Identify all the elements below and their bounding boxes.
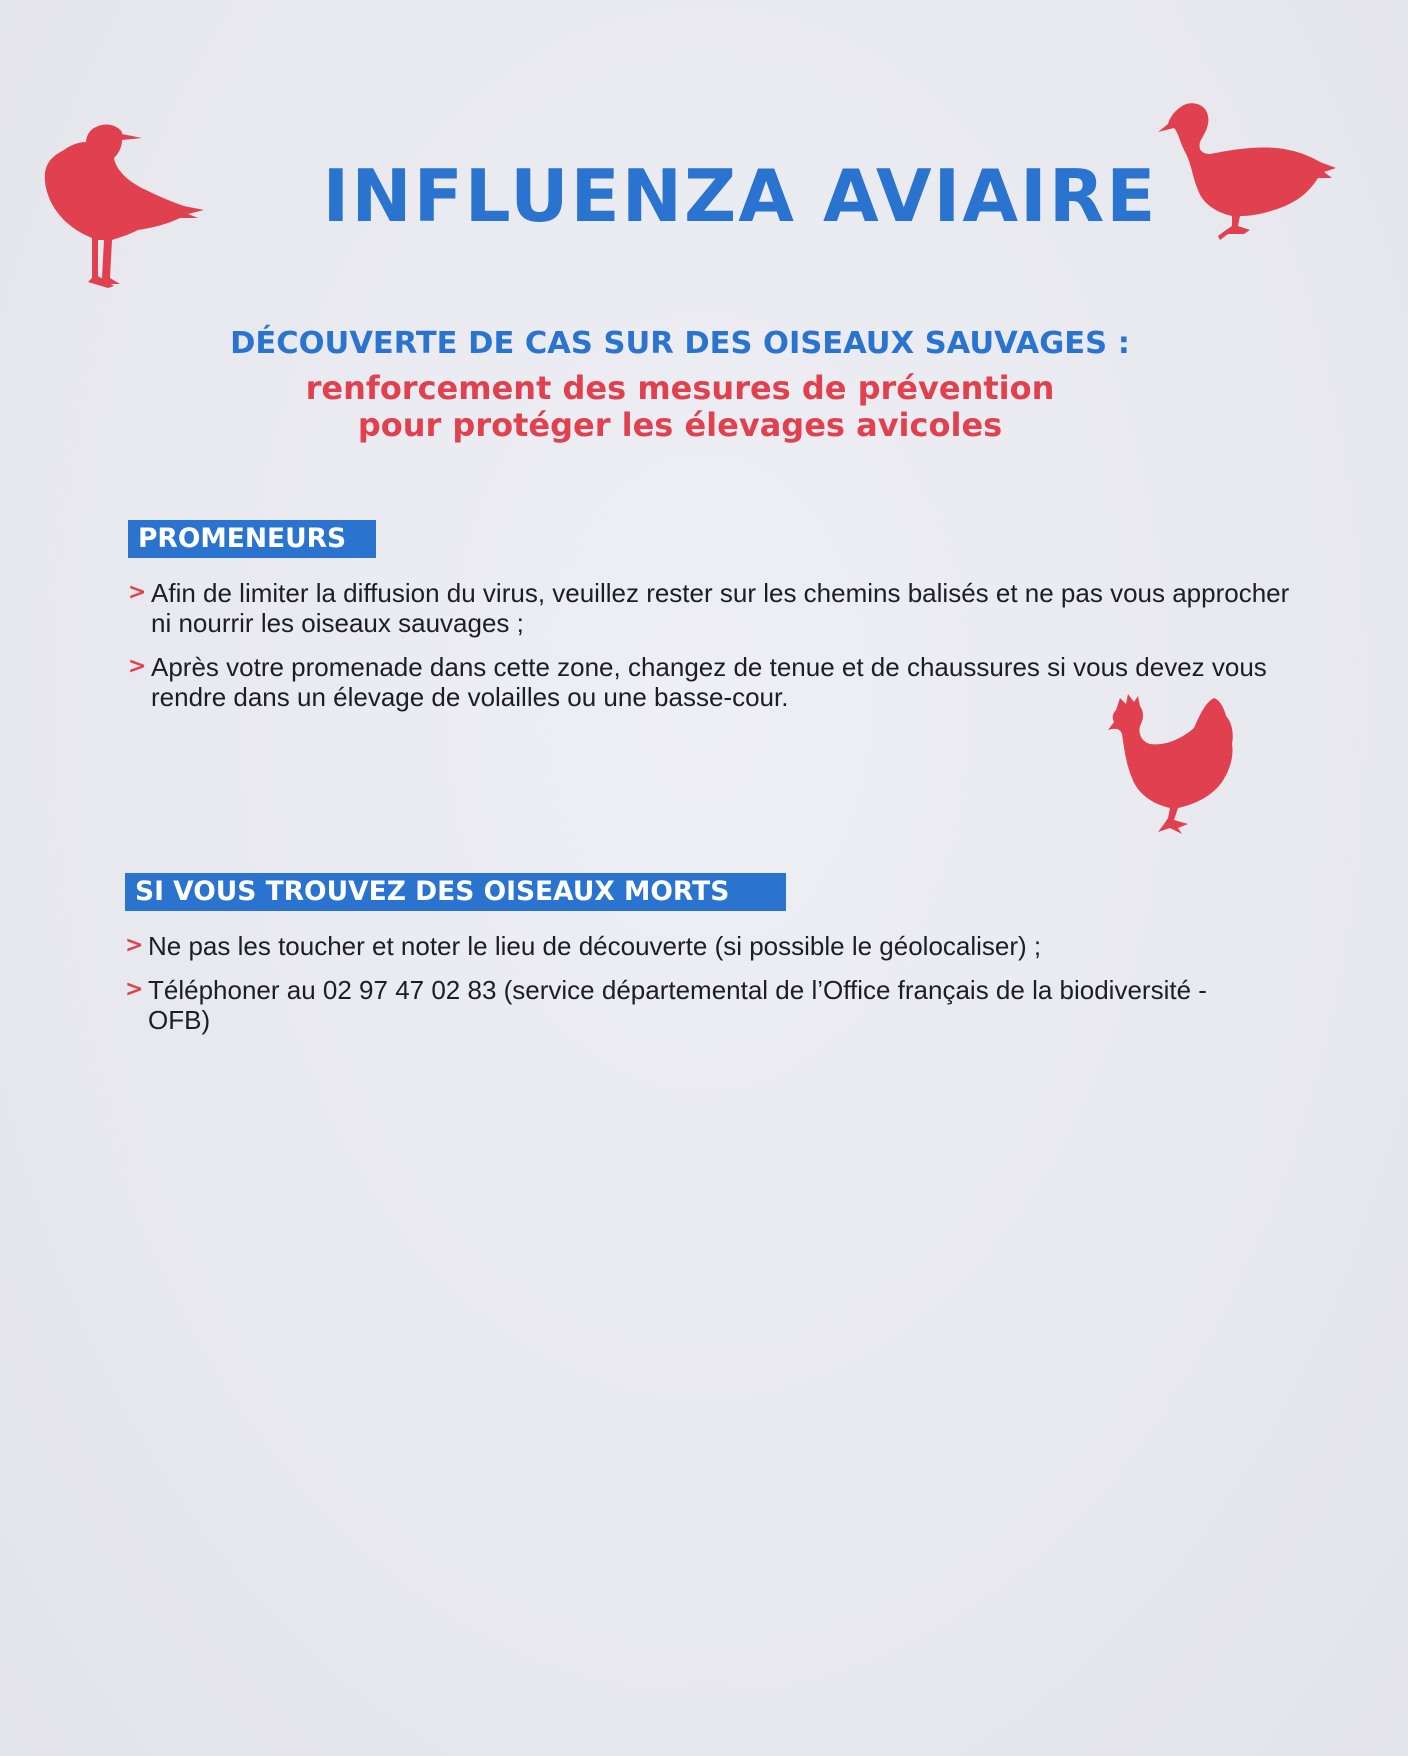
oiseaux-morts-list — [125, 931, 1365, 1049]
seagull-icon — [42, 118, 207, 304]
list-item-text-line1: Afin de limiter la diffusion du virus, veuillez rester sur les chemins balisés et ne pas vous approcher — [151, 578, 1290, 608]
list-item — [128, 578, 1368, 638]
section-heading-oiseaux-morts: SI VOUS TROUVEZ DES OISEAUX MORTS — [125, 873, 786, 911]
list-item — [125, 931, 1365, 961]
section-heading-promeneurs: PROMENEURS — [128, 520, 376, 558]
list-item — [125, 975, 1365, 1035]
page-title: INFLUENZA AVIAIRE — [322, 154, 1158, 238]
subtitle-tagline — [180, 370, 1180, 444]
list-item — [128, 652, 1368, 712]
chevron-right-icon: > — [128, 580, 147, 605]
list-item-text-line2: rendre dans un élevage de volailles ou une basse-cour. — [151, 682, 789, 712]
subtitle-tagline-line1: renforcement des mesures de prévention — [305, 369, 1055, 407]
list-item-text-line1: Téléphoner au 02 97 47 02 83 (service départemental de l’Office français de la biodiversité - — [148, 975, 1207, 1005]
list-item-text-line1: Après votre promenade dans cette zone, changez de tenue et de chaussures si vous devez vous — [151, 652, 1267, 682]
chevron-right-icon: > — [125, 977, 144, 1002]
subtitle-heading: DÉCOUVERTE DE CAS SUR DES OISEAUX SAUVAGES : — [230, 326, 1130, 361]
chevron-right-icon: > — [125, 933, 144, 958]
list-item-text-line2: OFB) — [148, 1005, 211, 1035]
duck-icon — [1158, 102, 1340, 248]
chevron-right-icon: > — [128, 654, 147, 679]
list-item-text-line1: Ne pas les toucher et noter le lieu de découverte (si possible le géolocaliser) ; — [148, 931, 1042, 961]
subtitle-tagline-line2: pour protéger les élevages avicoles — [357, 406, 1003, 444]
promeneurs-list — [128, 578, 1368, 726]
list-item-text-line2: ni nourrir les oiseaux sauvages ; — [151, 608, 524, 638]
